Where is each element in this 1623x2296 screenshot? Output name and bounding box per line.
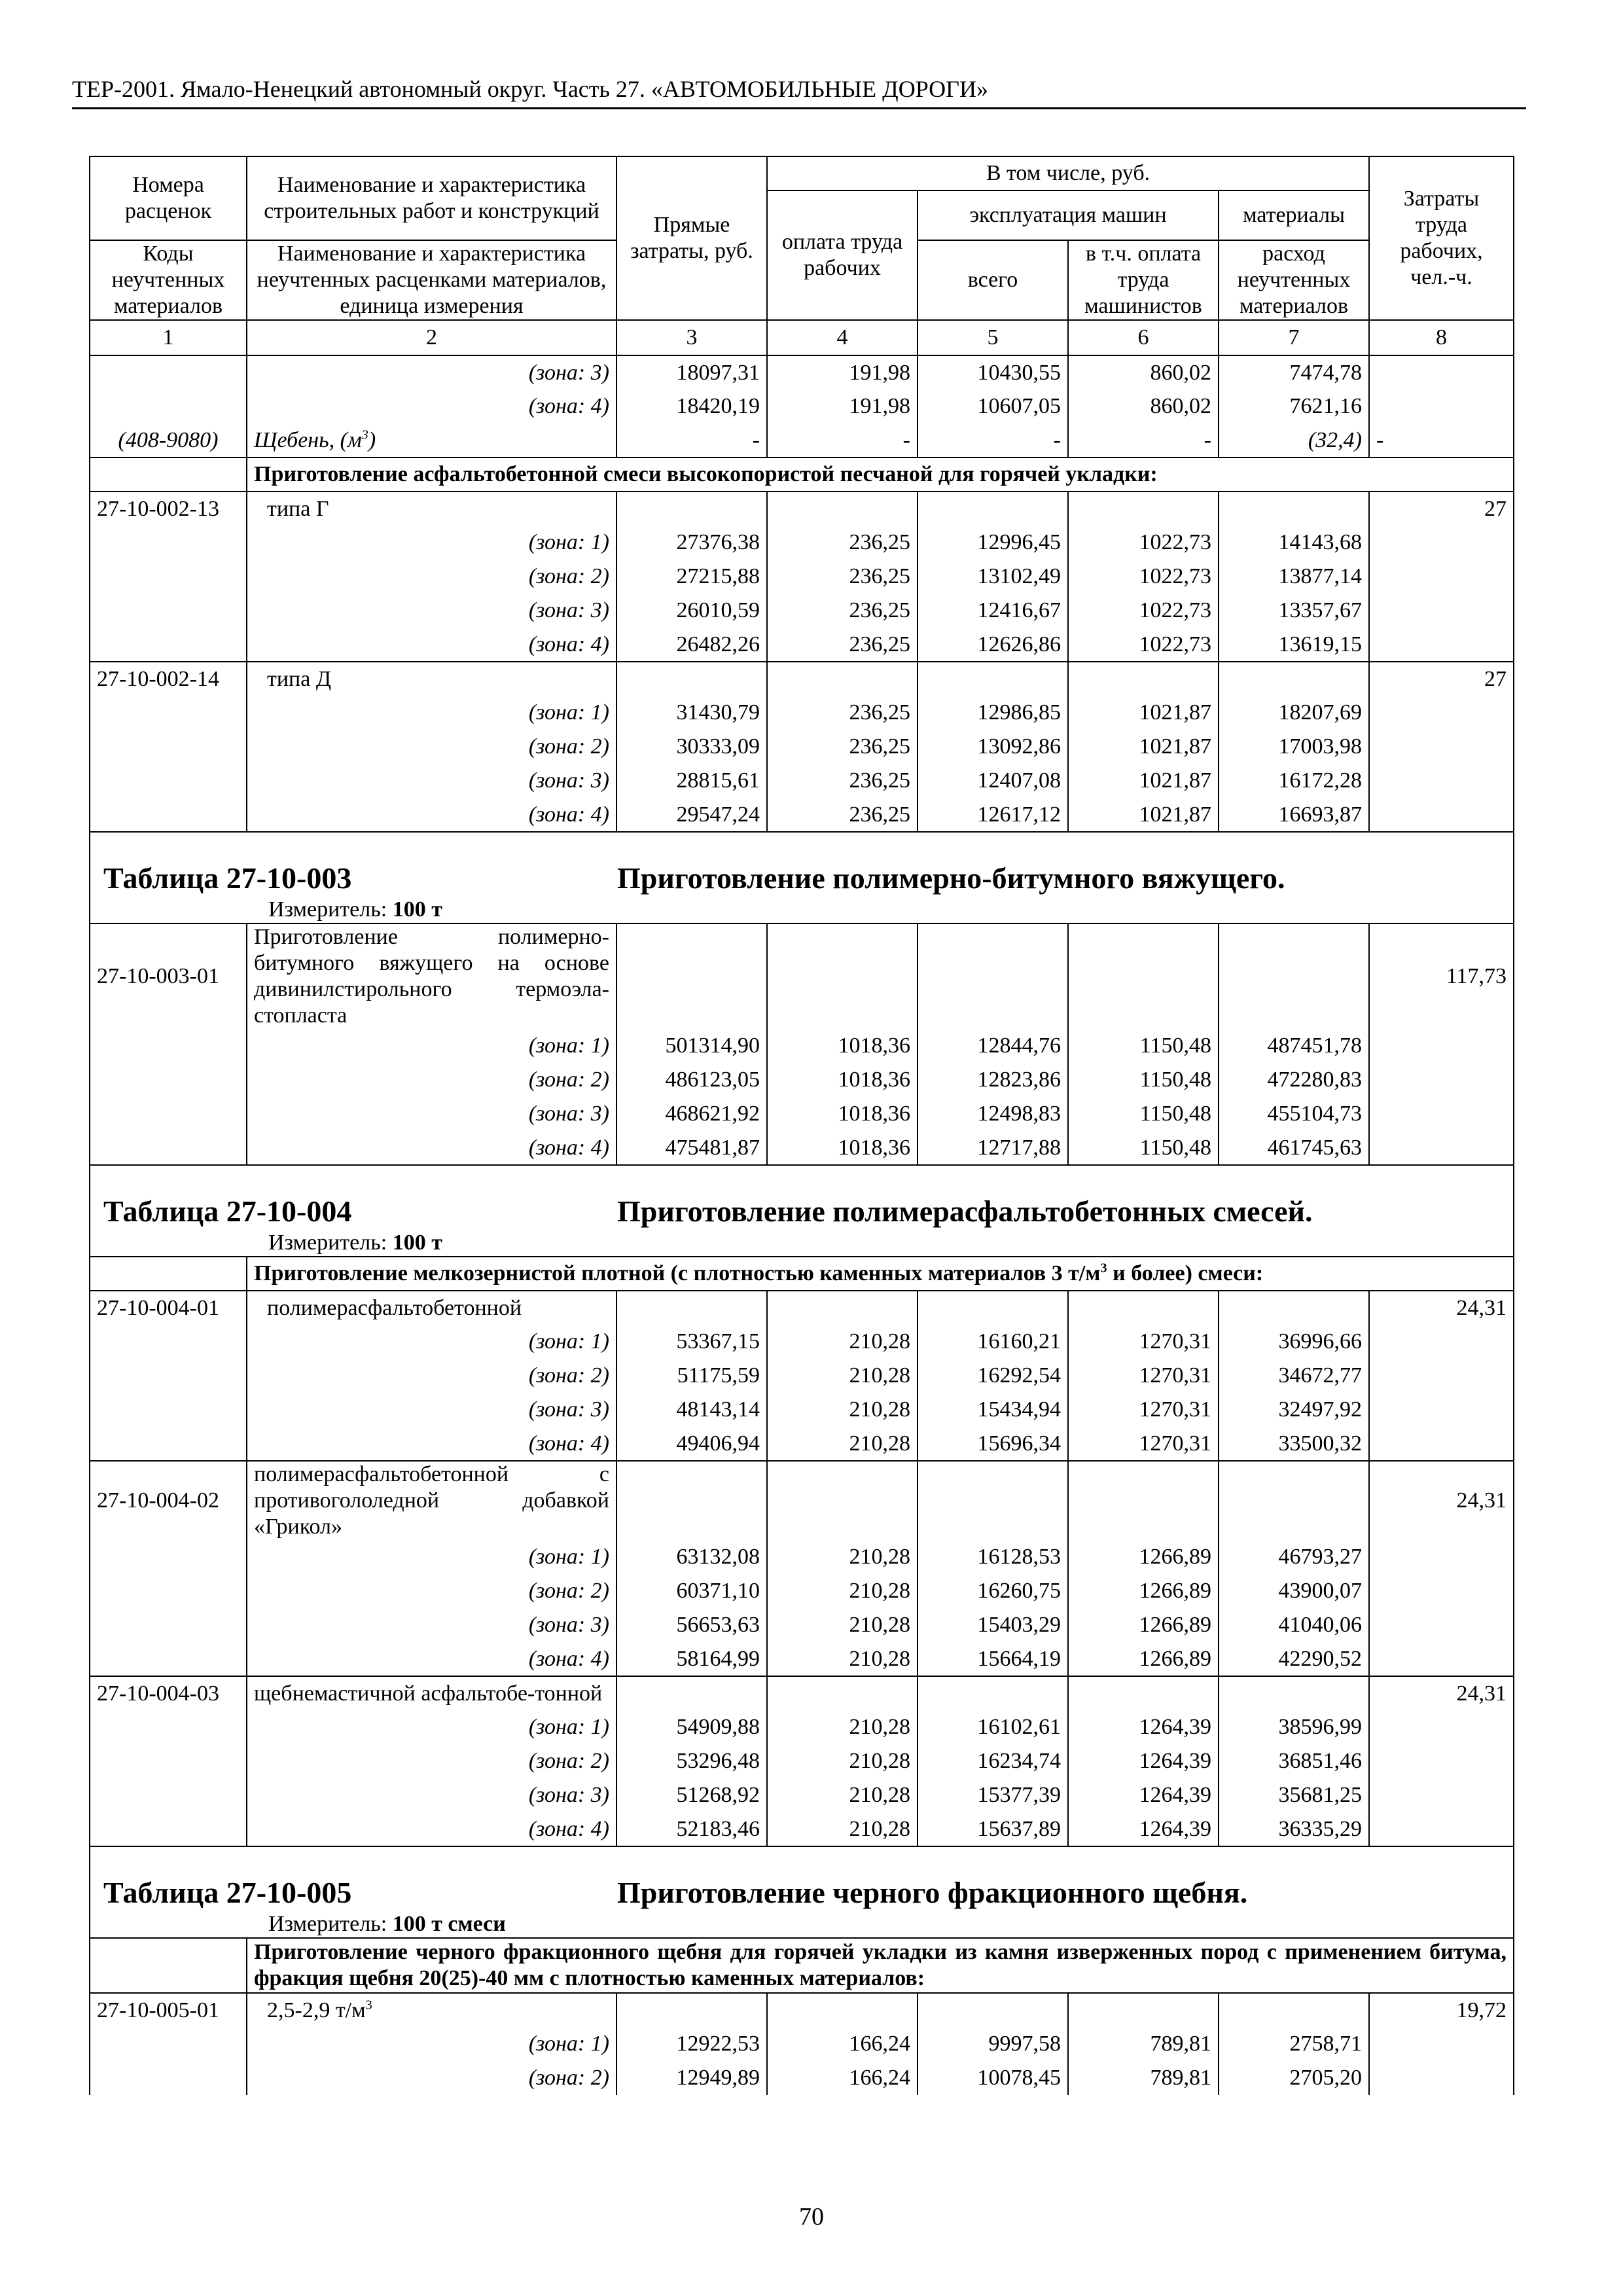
- cell-materials: 46793,27: [1219, 1540, 1369, 1574]
- cell-machines: 10607,05: [918, 389, 1068, 423]
- section-title: Приготовление черного фракционного щебня для горячей укладки из камня изверженных пород с применением битума, фракция щебня 20(25)-40 мм с плотностью каменных материалов:: [247, 1938, 1514, 1993]
- cell-materials: 33500,32: [1219, 1427, 1369, 1461]
- zone-label: (зона: 3): [247, 355, 616, 389]
- zone-label: (зона: 1): [247, 1710, 616, 1744]
- section-title-row: [90, 457, 1514, 492]
- cell-labor-pay: 210,28: [767, 1427, 918, 1461]
- table-row: [90, 1097, 1514, 1131]
- cell-machinist-pay: 1266,89: [1068, 1540, 1219, 1574]
- cell-labor-hours: 24,31: [1369, 1461, 1514, 1540]
- cell-labor-pay: 210,28: [767, 1574, 918, 1608]
- table-row: [90, 1812, 1514, 1846]
- cell-labor-pay: 191,98: [767, 355, 918, 389]
- meter-line: Измеритель: 100 т смеси: [268, 1912, 506, 1936]
- cell-materials: 7621,16: [1219, 389, 1369, 423]
- table-row: [90, 1710, 1514, 1744]
- header-row-1: [90, 156, 1514, 190]
- table-row: [90, 594, 1514, 628]
- cell-machines: 12996,45: [918, 526, 1068, 560]
- cell-direct: 18097,31: [616, 355, 767, 389]
- col3-heading: Прямые затраты, руб.: [616, 156, 767, 320]
- cell-labor-pay: 210,28: [767, 1393, 918, 1427]
- col1-bottom-heading: Коды неучтенных материалов: [90, 240, 247, 320]
- cell-labor-pay: 210,28: [767, 1744, 918, 1778]
- cell-labor-hours: -: [1369, 423, 1514, 457]
- cell-machines: 9997,58: [918, 2027, 1068, 2061]
- table-heading-row: [90, 1846, 1514, 1938]
- rate-name: полимерасфальтобетонной с противогололедной добавкой «Грикол»: [247, 1461, 616, 1540]
- cell-labor-pay: 166,24: [767, 2061, 918, 2095]
- cell-labor-pay: 210,28: [767, 1359, 918, 1393]
- running-header: ТЕР-2001. Ямало-Ненецкий автономный округ. Часть 27. «АВТОМОБИЛЬНЫЕ ДОРОГИ»: [72, 71, 1526, 109]
- cell-machinist-pay: 1021,87: [1068, 798, 1219, 832]
- column-number: 8: [1369, 320, 1514, 355]
- cell-machines: 12416,67: [918, 594, 1068, 628]
- cell-labor-pay: 236,25: [767, 594, 918, 628]
- table-row: [90, 1029, 1514, 1063]
- cell-machines: 12823,86: [918, 1063, 1068, 1097]
- column-number: 2: [247, 320, 616, 355]
- cell-labor-pay: 236,25: [767, 560, 918, 594]
- rate-name: Приготовление полимерно-битумного вяжущего на основе дивинилстирольного термоэла-стопласта: [247, 924, 616, 1029]
- zone-label: (зона: 2): [247, 1063, 616, 1097]
- zone-label: (зона: 4): [247, 628, 616, 662]
- column-number: 4: [767, 320, 918, 355]
- material-row: [90, 423, 1514, 457]
- table-heading-row: [90, 1165, 1514, 1257]
- section-title: Приготовление мелкозернистой плотной (с плотностью каменных материалов 3 $т/м^3$ и более) смеси:: [247, 1257, 1514, 1291]
- zone-label: (зона: 2): [247, 1574, 616, 1608]
- cell-machines: 13102,49: [918, 560, 1068, 594]
- cell-materials: 17003,98: [1219, 730, 1369, 764]
- meter-line: Измеритель: 100 т: [268, 897, 442, 922]
- cell-machines: 12626,86: [918, 628, 1068, 662]
- table-row: [90, 2027, 1514, 2061]
- cell-materials: 13357,67: [1219, 594, 1369, 628]
- column-number: 3: [616, 320, 767, 355]
- cell-materials: 14143,68: [1219, 526, 1369, 560]
- cell-direct: 468621,92: [616, 1097, 767, 1131]
- cell-machinist-pay: 860,02: [1068, 355, 1219, 389]
- cell-direct: 49406,94: [616, 1427, 767, 1461]
- cell-labor-pay: 236,25: [767, 526, 918, 560]
- cell-machines: 16292,54: [918, 1359, 1068, 1393]
- table-row: [90, 696, 1514, 730]
- cell-machines: 12407,08: [918, 764, 1068, 798]
- zone-label: (зона: 4): [247, 798, 616, 832]
- rate-item-row: [90, 1291, 1514, 1325]
- cell-machines: 15377,39: [918, 1778, 1068, 1812]
- table-row: [90, 1642, 1514, 1676]
- cell-labor-hours: 24,31: [1369, 1676, 1514, 1710]
- table-row: [90, 1131, 1514, 1165]
- col7-heading: расход неучтенных материалов: [1219, 240, 1369, 320]
- cell-materials: 16693,87: [1219, 798, 1369, 832]
- cell-machines: 15696,34: [918, 1427, 1068, 1461]
- incl-heading: В том числе, руб.: [767, 156, 1369, 190]
- col8-heading: Затраты труда рабочих, чел.-ч.: [1369, 156, 1514, 320]
- rate-code: 27-10-003-01: [90, 924, 247, 1029]
- cell-labor-pay: 1018,36: [767, 1029, 918, 1063]
- table-number: Таблица 27-10-004: [103, 1194, 352, 1228]
- cell-machinist-pay: 1150,48: [1068, 1029, 1219, 1063]
- cell-labor-hours: 27: [1369, 492, 1514, 526]
- cell-labor-pay: 236,25: [767, 628, 918, 662]
- cell-machinist-pay: 1150,48: [1068, 1131, 1219, 1165]
- cell-machinist-pay: 1266,89: [1068, 1574, 1219, 1608]
- cell-machinist-pay: 1264,39: [1068, 1744, 1219, 1778]
- zone-label: (зона: 3): [247, 1778, 616, 1812]
- section-title: Приготовление асфальтобетонной смеси высокопористой песчаной для горячей укладки:: [247, 457, 1514, 492]
- cell-labor-pay: 210,28: [767, 1642, 918, 1676]
- cell-direct: 58164,99: [616, 1642, 767, 1676]
- cell-machinist-pay: 1270,31: [1068, 1325, 1219, 1359]
- table-row: [90, 1359, 1514, 1393]
- cell-materials: 35681,25: [1219, 1778, 1369, 1812]
- cell-direct: 27215,88: [616, 560, 767, 594]
- cell-direct: 63132,08: [616, 1540, 767, 1574]
- table-row: [90, 764, 1514, 798]
- column-number: 7: [1219, 320, 1369, 355]
- table-row: [90, 1608, 1514, 1642]
- cell-machinist-pay: 1266,89: [1068, 1608, 1219, 1642]
- zone-label: (зона: 2): [247, 560, 616, 594]
- rate-item-row: [90, 1676, 1514, 1710]
- cell-labor-hours: 24,31: [1369, 1291, 1514, 1325]
- section-title-row: [90, 1938, 1514, 1993]
- cell-direct: 27376,38: [616, 526, 767, 560]
- zone-label: (зона: 1): [247, 526, 616, 560]
- cell-machines: 12617,12: [918, 798, 1068, 832]
- cell-direct: 486123,05: [616, 1063, 767, 1097]
- cell-machinist-pay: 1150,48: [1068, 1063, 1219, 1097]
- cell-machinist-pay: 1021,87: [1068, 696, 1219, 730]
- cell-direct: 52183,46: [616, 1812, 767, 1846]
- table-row: [90, 1540, 1514, 1574]
- cell-machinist-pay: 1022,73: [1068, 628, 1219, 662]
- column-number: 1: [90, 320, 247, 355]
- meter-line: Измеритель: 100 т: [268, 1230, 442, 1255]
- cell-materials: 42290,52: [1219, 1642, 1369, 1676]
- cell-materials: 2705,20: [1219, 2061, 1369, 2095]
- rate-code: 27-10-002-13: [90, 492, 247, 526]
- cell-machines: -: [918, 423, 1068, 457]
- cell-labor-hours: 117,73: [1369, 924, 1514, 1029]
- col5-heading: всего: [918, 240, 1068, 320]
- cell-direct: 60371,10: [616, 1574, 767, 1608]
- col4-heading: оплата труда рабочих: [767, 190, 918, 320]
- rate-code: 27-10-004-03: [90, 1676, 247, 1710]
- rate-code: 27-10-004-02: [90, 1461, 247, 1540]
- cell-machines: 15637,89: [918, 1812, 1068, 1846]
- column-number: 5: [918, 320, 1068, 355]
- cell-direct: -: [616, 423, 767, 457]
- cell-labor-pay: 236,25: [767, 764, 918, 798]
- cell-machines: 16128,53: [918, 1540, 1068, 1574]
- cell-direct: 30333,09: [616, 730, 767, 764]
- cell-labor-hours: 27: [1369, 662, 1514, 696]
- cell-machines: 15664,19: [918, 1642, 1068, 1676]
- cell-labor-pay: 236,25: [767, 730, 918, 764]
- cell-machines: 12498,83: [918, 1097, 1068, 1131]
- cell-labor-pay: 210,28: [767, 1812, 918, 1846]
- cell-labor-pay: 210,28: [767, 1710, 918, 1744]
- table-title: Приготовление полимерасфальтобетонных смесей.: [617, 1194, 1313, 1228]
- cell-labor-pay: 166,24: [767, 2027, 918, 2061]
- zone-label: (зона: 2): [247, 730, 616, 764]
- cell-machinist-pay: 1266,89: [1068, 1642, 1219, 1676]
- cell-direct: 28815,61: [616, 764, 767, 798]
- zone-label: (зона: 4): [247, 1812, 616, 1846]
- cell-direct: 18420,19: [616, 389, 767, 423]
- cell-materials: 487451,78: [1219, 1029, 1369, 1063]
- cell-direct: 501314,90: [616, 1029, 767, 1063]
- zone-label: (зона: 1): [247, 2027, 616, 2061]
- cell-machinist-pay: 1264,39: [1068, 1778, 1219, 1812]
- col2-bottom-heading: Наименование и характеристика неучтенных расценками материалов, единица измерения: [247, 240, 616, 320]
- cell-machines: 16160,21: [918, 1325, 1068, 1359]
- table-row: [90, 2061, 1514, 2095]
- cell-materials: 34672,77: [1219, 1359, 1369, 1393]
- cell-direct: 56653,63: [616, 1608, 767, 1642]
- rate-item-row: [90, 924, 1514, 1029]
- column-number: 6: [1068, 320, 1219, 355]
- table-heading-row: [90, 832, 1514, 924]
- cell-labor-pay: 1018,36: [767, 1063, 918, 1097]
- cell-materials: 38596,99: [1219, 1710, 1369, 1744]
- zone-label: (зона: 4): [247, 1131, 616, 1165]
- col2-top-heading: Наименование и характеристика строительных работ и конструкций: [247, 156, 616, 240]
- table-row: [90, 526, 1514, 560]
- zone-label: (зона: 2): [247, 2061, 616, 2095]
- cell-direct: 12922,53: [616, 2027, 767, 2061]
- cell-machines: 16102,61: [918, 1710, 1068, 1744]
- cell-machinist-pay: 860,02: [1068, 389, 1219, 423]
- section-title-row: [90, 1257, 1514, 1291]
- cell-materials: 2758,71: [1219, 2027, 1369, 2061]
- cell-direct: 51175,59: [616, 1359, 767, 1393]
- cell-materials: 36996,66: [1219, 1325, 1369, 1359]
- cell-materials: 13619,15: [1219, 628, 1369, 662]
- zone-label: (зона: 2): [247, 1744, 616, 1778]
- cell-labor-pay: 236,25: [767, 696, 918, 730]
- table-row: [90, 355, 1514, 389]
- zone-label: (зона: 3): [247, 594, 616, 628]
- cell-machines: 16234,74: [918, 1744, 1068, 1778]
- cell-direct: 31430,79: [616, 696, 767, 730]
- col6-heading: в т.ч. оплата труда машинистов: [1068, 240, 1219, 320]
- material-name: Щебень, $(м^3)$: [247, 423, 616, 457]
- cell-machinist-pay: 1021,87: [1068, 764, 1219, 798]
- machines-heading: эксплуатация машин: [918, 190, 1219, 240]
- cell-materials: 18207,69: [1219, 696, 1369, 730]
- cell-labor-pay: 1018,36: [767, 1097, 918, 1131]
- cell-direct: 12949,89: [616, 2061, 767, 2095]
- col1-top-heading: Номера расценок: [90, 156, 247, 240]
- cell-machinist-pay: 1150,48: [1068, 1097, 1219, 1131]
- table-row: [90, 1744, 1514, 1778]
- column-numbers-row: [90, 320, 1514, 355]
- cell-machines: 12717,88: [918, 1131, 1068, 1165]
- cell-machinist-pay: 1264,39: [1068, 1812, 1219, 1846]
- cell-machines: 10430,55: [918, 355, 1068, 389]
- cell-materials: 32497,92: [1219, 1393, 1369, 1427]
- zone-label: (зона: 3): [247, 1393, 616, 1427]
- cell-materials: 43900,07: [1219, 1574, 1369, 1608]
- cell-machinist-pay: 1270,31: [1068, 1393, 1219, 1427]
- cell-labor-pay: 236,25: [767, 798, 918, 832]
- table-row: [90, 560, 1514, 594]
- cell-labor-hours: 19,72: [1369, 1993, 1514, 2027]
- cell-machines: 12986,85: [918, 696, 1068, 730]
- cell-direct: 48143,14: [616, 1393, 767, 1427]
- zone-label: (зона: 1): [247, 696, 616, 730]
- table-row: [90, 798, 1514, 832]
- zone-label: (зона: 4): [247, 1427, 616, 1461]
- cell-materials: 36851,46: [1219, 1744, 1369, 1778]
- table-title: Приготовление черного фракционного щебня.: [617, 1876, 1248, 1909]
- cell-direct: 54909,88: [616, 1710, 767, 1744]
- table-row: [90, 389, 1514, 423]
- cell-materials: 472280,83: [1219, 1063, 1369, 1097]
- cell-materials: (32,4): [1219, 423, 1369, 457]
- zone-label: (зона: 1): [247, 1029, 616, 1063]
- cell-machines: 16260,75: [918, 1574, 1068, 1608]
- table-number: Таблица 27-10-005: [103, 1876, 352, 1909]
- cell-machinist-pay: 1021,87: [1068, 730, 1219, 764]
- cell-machinist-pay: 1270,31: [1068, 1359, 1219, 1393]
- cell-materials: 7474,78: [1219, 355, 1369, 389]
- cell-machinist-pay: 1270,31: [1068, 1427, 1219, 1461]
- rate-name: полимерасфальтобетонной: [247, 1291, 616, 1325]
- cell-materials: 455104,73: [1219, 1097, 1369, 1131]
- cell-machines: 10078,45: [918, 2061, 1068, 2095]
- zone-label: (зона: 4): [247, 1642, 616, 1676]
- cell-machinist-pay: 789,81: [1068, 2027, 1219, 2061]
- cell-materials: 13877,14: [1219, 560, 1369, 594]
- table-row: [90, 1427, 1514, 1461]
- zone-label: (зона: 3): [247, 1608, 616, 1642]
- cell-machines: 15434,94: [918, 1393, 1068, 1427]
- table-row: [90, 730, 1514, 764]
- rate-item-row: [90, 662, 1514, 696]
- page-number: 70: [799, 2203, 824, 2231]
- table-row: [90, 1778, 1514, 1812]
- cell-labor-pay: -: [767, 423, 918, 457]
- rate-item-row: [90, 492, 1514, 526]
- cell-materials: 41040,06: [1219, 1608, 1369, 1642]
- table-number: Таблица 27-10-003: [103, 861, 352, 895]
- cell-machinist-pay: 789,81: [1068, 2061, 1219, 2095]
- rate-name: щебнемастичной асфальтобе-тонной: [247, 1676, 616, 1710]
- cell-direct: 53296,48: [616, 1744, 767, 1778]
- price-table: [89, 156, 1514, 2095]
- cell-labor-pay: 210,28: [767, 1778, 918, 1812]
- rate-code: 27-10-005-01: [90, 1993, 247, 2027]
- table-row: [90, 1393, 1514, 1427]
- cell-materials: 16172,28: [1219, 764, 1369, 798]
- rate-code: 27-10-002-14: [90, 662, 247, 696]
- rate-code: 27-10-004-01: [90, 1291, 247, 1325]
- cell-direct: 29547,24: [616, 798, 767, 832]
- cell-machines: 15403,29: [918, 1608, 1068, 1642]
- cell-labor-pay: 210,28: [767, 1608, 918, 1642]
- cell-machinist-pay: 1022,73: [1068, 560, 1219, 594]
- rate-name: типа Д: [247, 662, 616, 696]
- cell-machinist-pay: 1022,73: [1068, 594, 1219, 628]
- rate-item-row: [90, 1993, 1514, 2027]
- zone-label: (зона: 4): [247, 389, 616, 423]
- cell-labor-pay: 210,28: [767, 1540, 918, 1574]
- material-code: (408-9080): [90, 423, 247, 457]
- cell-machinist-pay: -: [1068, 423, 1219, 457]
- cell-direct: 51268,92: [616, 1778, 767, 1812]
- table-row: [90, 1574, 1514, 1608]
- cell-machinist-pay: 1264,39: [1068, 1710, 1219, 1744]
- cell-direct: 475481,87: [616, 1131, 767, 1165]
- zone-label: (зона: 3): [247, 1097, 616, 1131]
- cell-labor-pay: 210,28: [767, 1325, 918, 1359]
- cell-direct: 26010,59: [616, 594, 767, 628]
- zone-label: (зона: 1): [247, 1540, 616, 1574]
- zone-label: (зона: 3): [247, 764, 616, 798]
- table-row: [90, 1325, 1514, 1359]
- cell-machinist-pay: 1022,73: [1068, 526, 1219, 560]
- cell-machines: 13092,86: [918, 730, 1068, 764]
- rate-name: типа Г: [247, 492, 616, 526]
- table-title: Приготовление полимерно-битумного вяжущего.: [617, 861, 1285, 895]
- cell-materials: 36335,29: [1219, 1812, 1369, 1846]
- rate-item-row: [90, 1461, 1514, 1540]
- cell-labor-pay: 191,98: [767, 389, 918, 423]
- cell-machines: 12844,76: [918, 1029, 1068, 1063]
- table-row: [90, 628, 1514, 662]
- materials-heading: материалы: [1219, 190, 1369, 240]
- cell-direct: 53367,15: [616, 1325, 767, 1359]
- table-row: [90, 1063, 1514, 1097]
- zone-label: (зона: 2): [247, 1359, 616, 1393]
- cell-materials: 461745,63: [1219, 1131, 1369, 1165]
- cell-labor-pay: 1018,36: [767, 1131, 918, 1165]
- rate-name: 2,5-2,9 $т/м^3$: [247, 1993, 616, 2027]
- cell-direct: 26482,26: [616, 628, 767, 662]
- zone-label: (зона: 1): [247, 1325, 616, 1359]
